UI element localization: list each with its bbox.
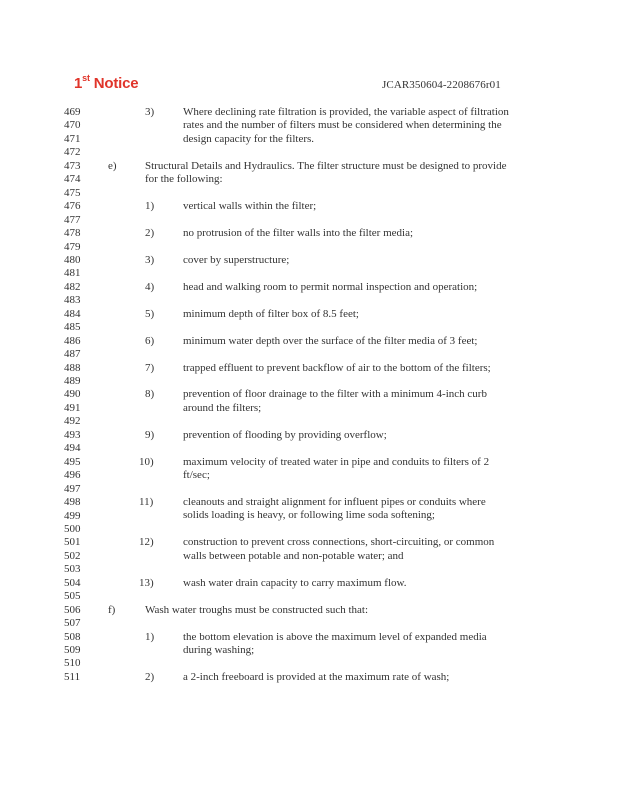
item-text-line: cover by superstructure; bbox=[183, 253, 290, 266]
item-text-line: Where declining rate filtration is provided, the variable aspect of filtration bbox=[183, 106, 509, 118]
item-text-line: construction to prevent cross connections, short-circuiting, or common bbox=[183, 536, 495, 549]
line-number: 494 bbox=[64, 442, 81, 455]
item-text-line: prevention of floor drainage to the filter with a minimum 4-inch curb bbox=[183, 388, 487, 401]
item-text-line: ft/sec; bbox=[183, 469, 210, 482]
item-text-line: vertical walls within the filter; bbox=[183, 200, 317, 213]
line-number: 490 bbox=[64, 388, 81, 401]
item-label: 4) bbox=[145, 280, 155, 293]
item-label: 3) bbox=[145, 106, 155, 118]
item-label: 5) bbox=[145, 307, 155, 320]
item-label: 1) bbox=[145, 630, 155, 643]
item-label: 10) bbox=[139, 455, 154, 468]
line-number: 479 bbox=[64, 240, 81, 253]
item-text-line: prevention of flooding by providing overflow; bbox=[183, 428, 387, 441]
line-number: 489 bbox=[64, 375, 81, 387]
item-label: 1) bbox=[145, 200, 155, 213]
item-label: 12) bbox=[139, 536, 154, 549]
item-text-line: design capacity for the filters. bbox=[183, 132, 315, 145]
line-number: 482 bbox=[64, 280, 81, 293]
line-number: 502 bbox=[64, 549, 81, 562]
line-number: 504 bbox=[64, 576, 81, 589]
item-text bbox=[183, 496, 486, 523]
item-text-line: rates and the number of filters must be considered when determining the bbox=[183, 119, 502, 132]
item-text-line: during washing; bbox=[183, 643, 255, 656]
line-number: 498 bbox=[64, 496, 81, 509]
line-number: 488 bbox=[64, 361, 81, 374]
line-number: 493 bbox=[64, 428, 81, 441]
item-text-line: no protrusion of the filter walls into the filter media; bbox=[183, 227, 414, 240]
line-number: 485 bbox=[64, 321, 81, 334]
item-label: 11) bbox=[139, 496, 154, 509]
item-text-line: solids loading is heavy, or following lime soda softening; bbox=[183, 509, 435, 522]
item-text bbox=[183, 308, 359, 321]
item-text bbox=[183, 106, 509, 146]
item-label: 3) bbox=[145, 253, 155, 266]
notice-ordinal: 1 bbox=[74, 75, 83, 92]
item-text bbox=[183, 200, 316, 213]
item-text bbox=[183, 362, 491, 375]
line-number: 473 bbox=[64, 159, 81, 172]
line-number: 499 bbox=[64, 509, 81, 522]
item-label: 13) bbox=[139, 576, 154, 589]
line-number: 495 bbox=[64, 455, 81, 468]
line-number: 501 bbox=[64, 536, 81, 549]
item-text bbox=[145, 160, 506, 187]
line-number: 470 bbox=[64, 119, 81, 132]
item-text-line: wash water drain capacity to carry maximum flow. bbox=[183, 576, 407, 589]
line-number: 480 bbox=[64, 253, 81, 266]
item-text-line: a 2-inch freeboard is provided at the maximum rate of wash; bbox=[183, 670, 450, 683]
item-label: 7) bbox=[145, 361, 155, 374]
item-text-line: maximum velocity of treated water in pipe and conduits to filters of 2 bbox=[183, 455, 490, 468]
item-text-line: head and walking room to permit normal inspection and operation; bbox=[183, 280, 478, 293]
line-number: 506 bbox=[64, 603, 81, 616]
notice-word: Notice bbox=[93, 75, 139, 92]
item-label: 6) bbox=[145, 334, 155, 347]
document-id: JCAR350604-2208676r01 bbox=[382, 79, 501, 91]
line-number: 497 bbox=[64, 482, 81, 495]
line-number: 500 bbox=[64, 522, 81, 535]
item-text bbox=[183, 577, 406, 590]
item-text bbox=[145, 604, 368, 617]
line-number: 510 bbox=[64, 657, 81, 670]
line-number: 508 bbox=[64, 630, 81, 643]
item-label: 2) bbox=[145, 670, 155, 683]
item-text-line: cleanouts and straight alignment for influent pipes or conduits where bbox=[183, 496, 486, 509]
notice-heading bbox=[74, 74, 138, 92]
item-text bbox=[183, 254, 289, 267]
item-text bbox=[183, 671, 449, 684]
item-label: 2) bbox=[145, 227, 155, 240]
item-text bbox=[183, 456, 489, 483]
item-text-line: minimum water depth over the surface of the filter media of 3 feet; bbox=[183, 334, 478, 347]
line-number: 471 bbox=[64, 132, 81, 145]
line-number: 503 bbox=[64, 563, 81, 576]
item-text-line: for the following: bbox=[145, 173, 223, 186]
item-text-line: minimum depth of filter box of 8.5 feet; bbox=[183, 307, 359, 320]
item-text bbox=[183, 281, 477, 294]
line-number: 491 bbox=[64, 401, 81, 414]
item-text bbox=[183, 631, 487, 658]
item-label: e) bbox=[108, 159, 117, 172]
line-number: 469 bbox=[64, 106, 81, 118]
line-number: 487 bbox=[64, 348, 81, 361]
notice-ordinal-suffix: st bbox=[82, 73, 90, 83]
line-number: 507 bbox=[64, 617, 81, 630]
item-text-line: trapped effluent to prevent backflow of air to the bottom of the filters; bbox=[183, 361, 491, 374]
item-text-line: walls between potable and non-potable water; and bbox=[183, 549, 404, 562]
line-number: 496 bbox=[64, 469, 81, 482]
item-text-line: Structural Details and Hydraulics. The filter structure must be designed to provide bbox=[145, 159, 507, 172]
item-text bbox=[183, 335, 477, 348]
line-number: 483 bbox=[64, 294, 81, 307]
line-number: 474 bbox=[64, 173, 81, 186]
line-number: 509 bbox=[64, 644, 81, 656]
item-text bbox=[183, 227, 413, 240]
item-text bbox=[183, 429, 387, 442]
line-number: 472 bbox=[64, 146, 81, 159]
item-text-line: the bottom elevation is above the maximum level of expanded media bbox=[183, 630, 487, 643]
item-text-line: Wash water troughs must be constructed such that: bbox=[145, 603, 369, 616]
line-number: 475 bbox=[64, 186, 81, 199]
line-number: 481 bbox=[64, 267, 81, 280]
line-number: 484 bbox=[64, 307, 81, 320]
line-number: 505 bbox=[64, 590, 81, 603]
line-number: 486 bbox=[64, 334, 81, 347]
item-text-line: around the filters; bbox=[183, 401, 262, 414]
line-number: 511 bbox=[64, 670, 81, 683]
item-text bbox=[183, 388, 487, 415]
item-label: 8) bbox=[145, 388, 155, 401]
line-number: 477 bbox=[64, 213, 81, 226]
line-number: 492 bbox=[64, 415, 81, 428]
item-text bbox=[183, 536, 494, 563]
line-number: 476 bbox=[64, 200, 81, 213]
item-label: f) bbox=[108, 603, 116, 616]
line-number: 478 bbox=[64, 227, 81, 240]
item-label: 9) bbox=[145, 428, 155, 441]
